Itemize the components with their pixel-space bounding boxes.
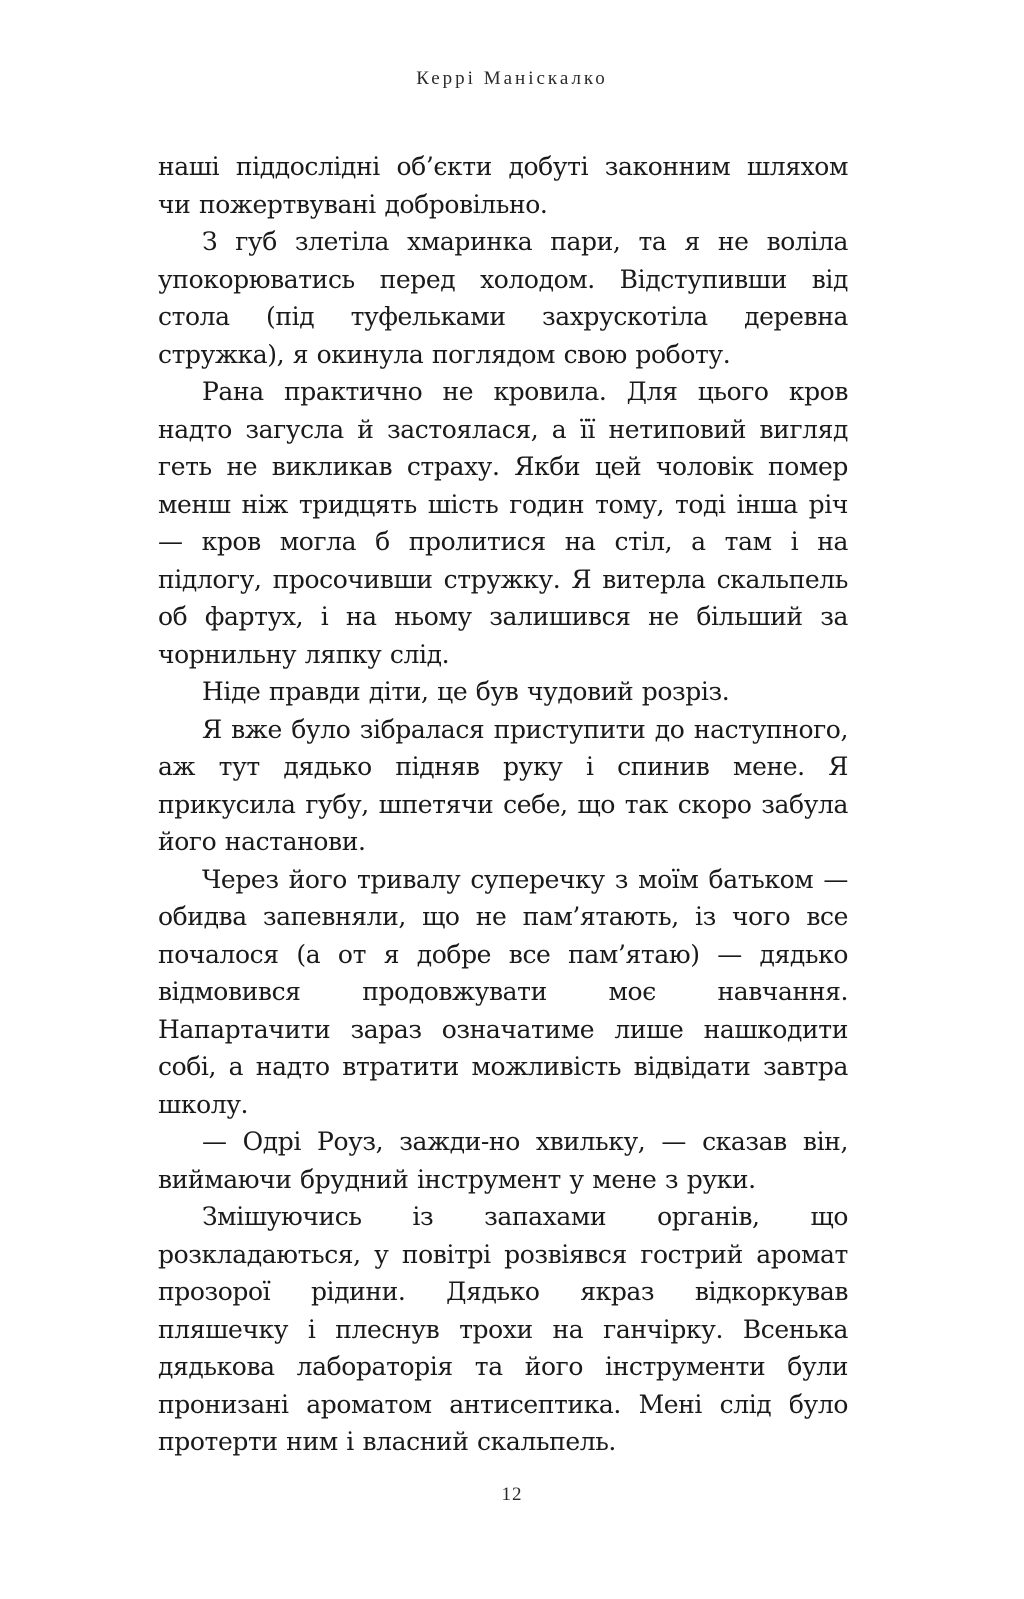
paragraph-4: Ніде правди діти, це був чудовий розріз. (202, 677, 730, 706)
body-text (158, 148, 848, 1461)
page-number: 12 (501, 1484, 523, 1505)
paragraph-5: Я вже було зібралася приступити до наступного, аж тут дядько підняв руку і спинив мене. Я прикусила губу, шпетячи себе, що так скоро забула його настанови. (158, 714, 848, 856)
paragraph-8: Змішуючись із запахами органів, що розкладаються, у повітрі розвіявся гострий аромат прозорої рідини. Дядько якраз відкоркував пляшечку і плеснув трохи на ганчірку. Всенька дядькова лабораторія та його інструменти були пронизані ароматом антисептика. Мені слід було протерти ним і власний скальпель. (158, 1202, 848, 1456)
paragraph-7: — Одрі Роуз, зажди-но хвильку, — сказав він, виймаючи брудний інструмент у мене з руки. (158, 1127, 848, 1194)
paragraph-3: Рана практично не кровила. Для цього кров надто загусла й застоялася, а її нетиповий вигляд геть не викликав страху. Якби цей чоловік помер менш ніж тридцять шість годин тому, тоді інша річ — кров могла б пролитися на стіл, а там і на підлогу, просочивши стружку. Я витерла скальпель об фартух, і на ньому залишився не більший за чорнильну ляпку слід. (158, 377, 848, 669)
paragraph-2: З губ злетіла хмаринка пари, та я не воліла упокорюватись перед холодом. Відступивши від стола (під туфельками захрускотіла деревна стружка), я окинула поглядом свою роботу. (158, 227, 848, 369)
running-head: Керрі Маніскалко (416, 68, 608, 89)
paragraph-1: наші піддослідні об’єкти добуті законним шляхом чи пожертвувані добровільно. (158, 152, 848, 219)
paragraph-6: Через його тривалу суперечку з моїм батьком — обидва запевняли, що не пам’ятають, із чого все почалося (а от я добре все пам’ятаю) — дядько відмовився продовжувати моє навчання. Напартачити зараз означатиме лише нашкодити собі, а надто втратити можливість відвідати завтра школу. (158, 864, 848, 1119)
